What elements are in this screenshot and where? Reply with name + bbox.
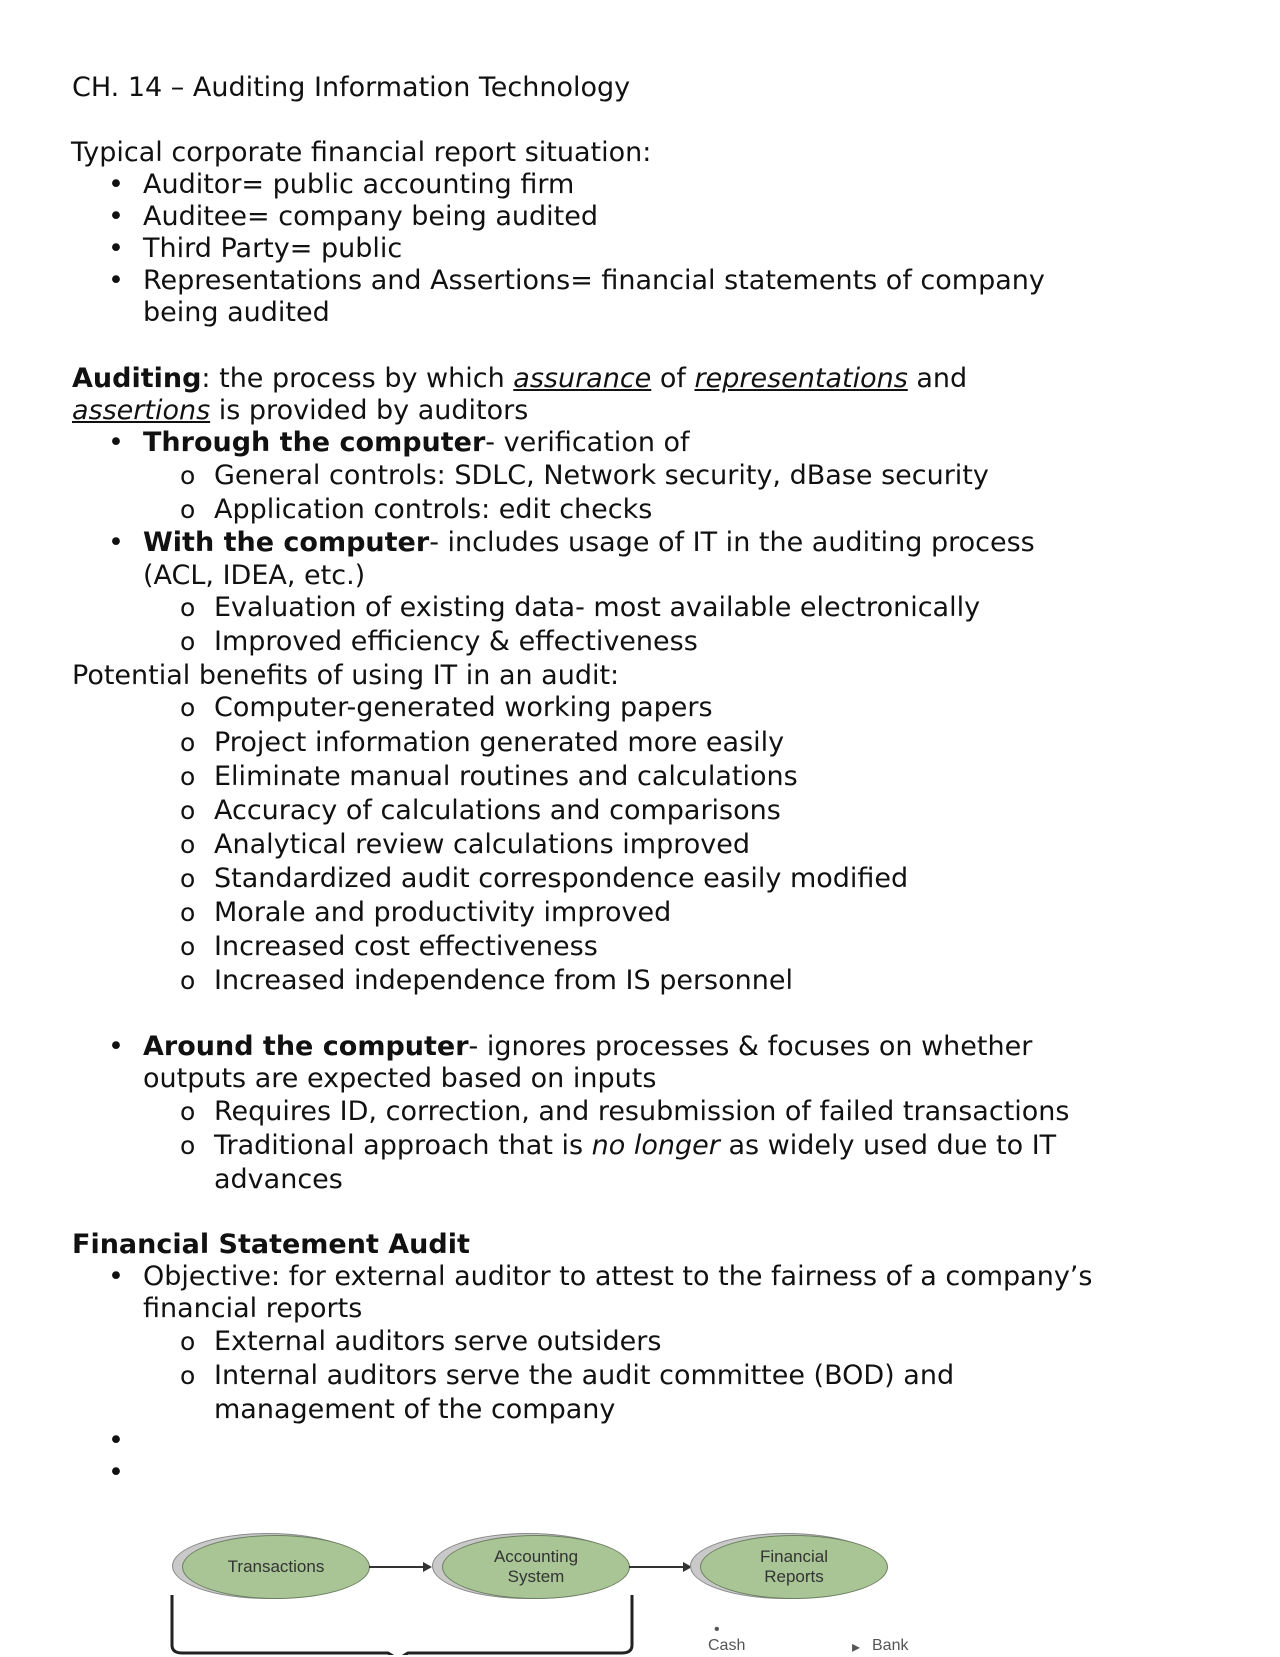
def-text: : the process by which bbox=[201, 363, 514, 394]
node-label-line: System bbox=[507, 1567, 565, 1586]
with-computer-text: - includes usage of IT in the auditing process bbox=[429, 527, 1035, 558]
sub-bullet-icon: o bbox=[180, 932, 196, 961]
dot-mark: • bbox=[714, 1621, 720, 1638]
sub-bullet-icon: o bbox=[180, 593, 196, 622]
bullet-icon: • bbox=[108, 1031, 124, 1062]
sub-bullet-icon: o bbox=[180, 966, 196, 995]
benefit-item: Increased independence from IS personnel bbox=[214, 965, 793, 996]
sub-item: Evaluation of existing data- most available electronically bbox=[214, 592, 981, 623]
through-computer-label: Through the computer bbox=[143, 427, 486, 458]
benefit-item: Accuracy of calculations and comparisons bbox=[214, 795, 781, 826]
audit-flow-diagram bbox=[170, 1525, 970, 1656]
bullet-icon: • bbox=[108, 1261, 124, 1292]
sub-item-text-2: as widely used due to IT bbox=[719, 1130, 1057, 1161]
around-computer-label: Around the computer bbox=[143, 1031, 469, 1062]
representations-term: representations bbox=[694, 363, 908, 394]
benefit-item: Analytical review calculations improved bbox=[214, 829, 751, 860]
financial-reports-node bbox=[700, 1535, 888, 1599]
arrow-head-icon bbox=[423, 1562, 432, 1572]
situation-heading: Typical corporate financial report situation: bbox=[71, 137, 652, 168]
with-computer-label: With the computer bbox=[143, 527, 430, 558]
sub-bullet-icon: o bbox=[180, 1327, 196, 1356]
benefit-item: Standardized audit correspondence easily modified bbox=[214, 863, 909, 894]
sub-bullet-icon: o bbox=[180, 627, 196, 656]
bullet-icon: • bbox=[108, 265, 124, 296]
sub-item: External auditors serve outsiders bbox=[214, 1326, 662, 1357]
sub-item: Application controls: edit checks bbox=[214, 494, 653, 525]
node-label bbox=[760, 1547, 828, 1587]
sub-item: General controls: SDLC, Network security, dBase security bbox=[214, 460, 989, 491]
sub-bullet-icon: o bbox=[180, 728, 196, 757]
bracket-shape bbox=[170, 1595, 640, 1655]
situation-item: Auditor= public accounting firm bbox=[143, 169, 575, 200]
sub-item: Improved efficiency & effectiveness bbox=[214, 626, 698, 657]
with-computer-item bbox=[143, 526, 1035, 560]
arrow-line bbox=[369, 1566, 425, 1568]
arrow-small-icon: ▸ bbox=[852, 1639, 861, 1656]
sub-bullet-icon: o bbox=[180, 796, 196, 825]
situation-item-cont: being audited bbox=[143, 297, 330, 328]
sub-item-cont: management of the company bbox=[214, 1394, 616, 1425]
situation-item: Representations and Assertions= financial statements of company bbox=[143, 265, 1045, 296]
fsa-objective: Objective: for external auditor to attest to the fairness of a company’s bbox=[143, 1261, 1093, 1292]
assertions-term: assertions bbox=[72, 395, 211, 426]
through-computer-item bbox=[143, 426, 690, 460]
sub-bullet-icon: o bbox=[180, 898, 196, 927]
sub-bullet-icon: o bbox=[180, 461, 196, 490]
with-computer-cont: (ACL, IDEA, etc.) bbox=[143, 560, 366, 591]
node-label bbox=[494, 1547, 578, 1587]
def-and: and bbox=[907, 363, 968, 394]
sub-bullet-icon: o bbox=[180, 495, 196, 524]
cash-label: Cash bbox=[708, 1637, 746, 1654]
def-of: of bbox=[651, 363, 695, 394]
fsa-heading bbox=[72, 1228, 470, 1262]
auditing-definition-cont bbox=[72, 394, 528, 428]
sub-item: Requires ID, correction, and resubmission of failed transactions bbox=[214, 1096, 1070, 1127]
sub-bullet-icon: o bbox=[180, 762, 196, 791]
benefit-item: Project information generated more easily bbox=[214, 727, 785, 758]
bullet-icon: • bbox=[108, 527, 124, 558]
auditing-term: Auditing bbox=[72, 363, 202, 394]
bullet-icon: • bbox=[108, 169, 124, 200]
fsa-heading-text: Financial Statement Audit bbox=[72, 1229, 470, 1260]
around-computer-cont: outputs are expected based on inputs bbox=[143, 1063, 657, 1094]
accounting-system-node bbox=[442, 1535, 630, 1599]
benefit-item: Computer-generated working papers bbox=[214, 692, 713, 723]
transactions-node: Transactions bbox=[182, 1535, 370, 1599]
bank-label: Bank bbox=[872, 1637, 909, 1654]
page-title: CH. 14 – Auditing Information Technology bbox=[72, 72, 631, 103]
sub-bullet-icon: o bbox=[180, 1131, 196, 1160]
sub-item-cont: advances bbox=[214, 1164, 343, 1195]
benefit-item: Eliminate manual routines and calculations bbox=[214, 761, 798, 792]
sub-bullet-icon: o bbox=[180, 864, 196, 893]
def-text-2: is provided by auditors bbox=[210, 395, 529, 426]
benefit-item: Increased cost effectiveness bbox=[214, 931, 598, 962]
emphasis-text: no longer bbox=[591, 1130, 720, 1161]
node-label-line: Reports bbox=[764, 1567, 824, 1586]
situation-item: Auditee= company being audited bbox=[143, 201, 598, 232]
sub-item-text: Traditional approach that is bbox=[214, 1130, 592, 1161]
sub-bullet-icon: o bbox=[180, 693, 196, 722]
assurance-term: assurance bbox=[513, 363, 652, 394]
bullet-icon: • bbox=[108, 427, 124, 458]
fsa-objective-cont: financial reports bbox=[143, 1293, 363, 1324]
benefit-item: Morale and productivity improved bbox=[214, 897, 672, 928]
through-computer-text: - verification of bbox=[485, 427, 690, 458]
bullet-icon: • bbox=[108, 233, 124, 264]
node-label-line: Financial bbox=[759, 1547, 829, 1566]
bullet-icon: • bbox=[108, 201, 124, 232]
around-computer-item bbox=[143, 1030, 1032, 1064]
auditing-definition bbox=[72, 362, 967, 396]
benefits-heading: Potential benefits of using IT in an audit: bbox=[72, 660, 620, 691]
bullet-icon: • bbox=[108, 1457, 124, 1488]
sub-item bbox=[214, 1129, 1056, 1163]
sub-bullet-icon: o bbox=[180, 1361, 196, 1390]
sub-bullet-icon: o bbox=[180, 830, 196, 859]
bullet-icon: • bbox=[108, 1425, 124, 1456]
node-label-line: Accounting bbox=[493, 1547, 579, 1566]
arrow-line bbox=[629, 1566, 685, 1568]
situation-item: Third Party= public bbox=[143, 233, 403, 264]
sub-bullet-icon: o bbox=[180, 1097, 196, 1126]
sub-item: Internal auditors serve the audit committee (BOD) and bbox=[214, 1360, 955, 1391]
around-computer-text: - ignores processes & focuses on whether bbox=[468, 1031, 1033, 1062]
